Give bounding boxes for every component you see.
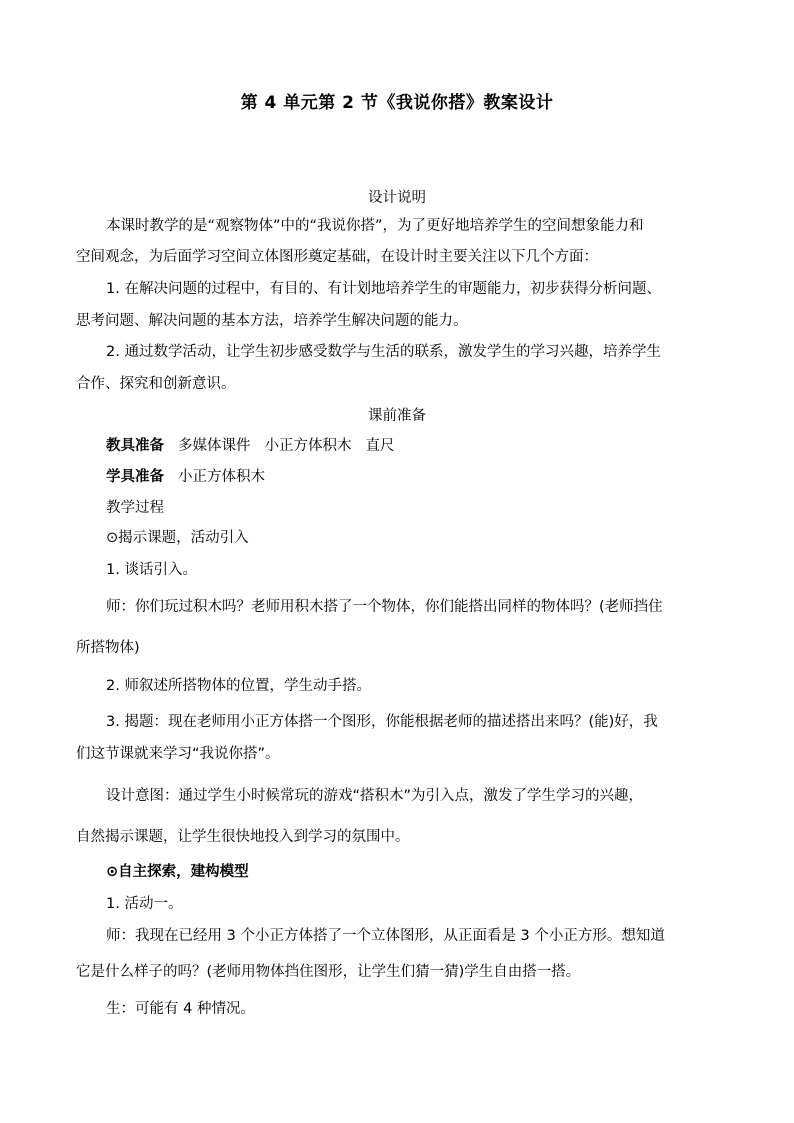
paragraph-line: 师：我现在已经用 3 个小正方体搭了一个立体图形，从正面看是 3 个小正方形。想知道 xyxy=(106,928,665,944)
section-heading-design: 设计说明 xyxy=(368,190,426,206)
part2-heading: ⊙自主探索，建构模型 xyxy=(106,864,249,880)
paragraph-line: 1. 在解决问题的过程中，有目的、有计划地培养学生的审题能力，初步获得分析问题、 xyxy=(106,281,661,297)
paragraph-line: 所搭物体) xyxy=(76,640,140,656)
paragraph-line: 3. 揭题：现在老师用小正方体搭一个图形，你能根据老师的描述搭出来吗？(能)好，我 xyxy=(106,714,658,730)
teacher-prep-label: 教具准备 xyxy=(106,438,164,454)
paragraph-line: 师：你们玩过积木吗？老师用积木搭了一个物体，你们能搭出同样的物体吗？(老师挡住 xyxy=(106,599,663,615)
paragraph-line: 它是什么样子的吗？(老师用物体挡住图形，让学生们猜一猜)学生自由搭一搭。 xyxy=(76,964,581,980)
prep-item: 多媒体课件 xyxy=(178,438,251,454)
paragraph-line: 1. 活动一。 xyxy=(106,896,183,912)
student-prep-row xyxy=(106,467,720,487)
paragraph-line: 1. 谈话引入。 xyxy=(106,562,197,578)
paragraph-line: 生：可能有 4 种情况。 xyxy=(106,1001,255,1017)
paragraph-line: 本课时教学的是“观察物体”中的“我说你搭”，为了更好地培养学生的空间想象能力和 xyxy=(106,218,644,234)
paragraph-line: 2. 通过数学活动，让学生初步感受数学与生活的联系，激发学生的学习兴趣，培养学生 xyxy=(106,344,661,360)
prep-item: 小正方体积木 xyxy=(178,469,265,485)
paragraph-line: 思考问题、解决问题的基本方法，培养学生解决问题的能力。 xyxy=(76,313,468,329)
paragraph-line: 2. 师叙述所搭物体的位置，学生动手搭。 xyxy=(106,678,371,694)
paragraph-line: 合作、探究和创新意识。 xyxy=(76,376,236,392)
paragraph-line: 们这节课就来学习“我说你搭”。 xyxy=(76,746,280,762)
paragraph-line: 空间观念，为后面学习空间立体图形奠定基础，在设计时主要关注以下几个方面： xyxy=(76,249,598,265)
teacher-prep-row xyxy=(106,436,720,456)
paragraph-line: 设计意图：通过学生小时候常玩的游戏“搭积木”为引入点，激发了学生学习的兴趣， xyxy=(106,788,644,804)
paragraph-line: 自然揭示课题，让学生很快地投入到学习的氛围中。 xyxy=(76,829,410,845)
prep-item: 小正方体积木 xyxy=(264,438,352,454)
student-prep-label: 学具准备 xyxy=(106,469,164,485)
part1-heading: ⊙揭示课题，活动引入 xyxy=(106,530,249,546)
process-heading: 教学过程 xyxy=(106,500,164,516)
prep-item: 直尺 xyxy=(365,438,395,454)
section-heading-prep: 课前准备 xyxy=(368,408,426,424)
document-title: 第 4 单元第 2 节《我说你搭》教案设计 xyxy=(240,93,554,113)
